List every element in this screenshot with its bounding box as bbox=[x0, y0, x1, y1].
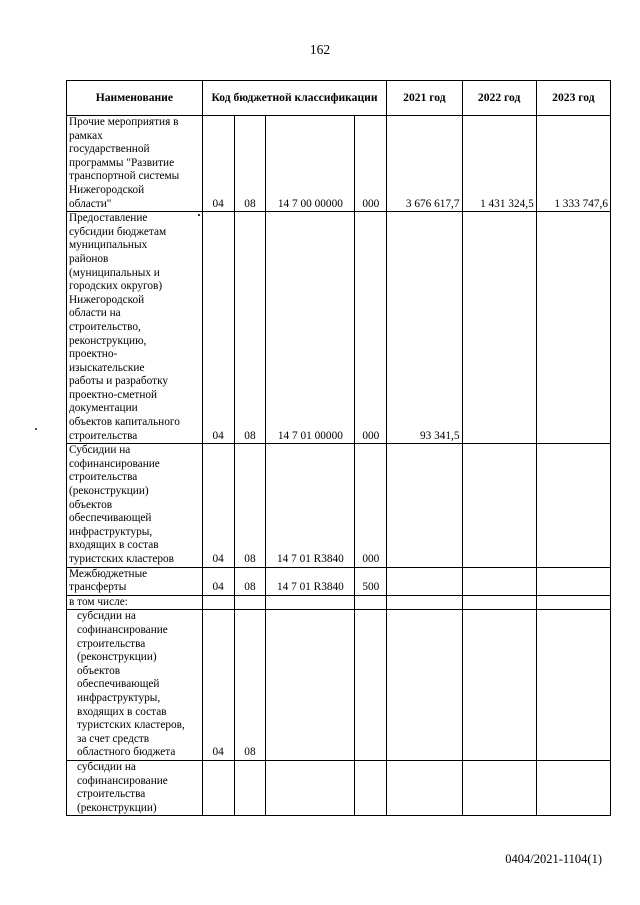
code-subsection: 08 bbox=[234, 444, 266, 567]
value-2021 bbox=[387, 610, 462, 761]
value-2022 bbox=[462, 212, 536, 444]
code-target bbox=[266, 760, 355, 815]
row-name: Предоставление субсидии бюджетам муниципальных районов (муниципальных и городских округов) Нижегородской области на строительство, реконструкцию, проектно- изыскательские работы и разработку проектно-сметной документации объектов капитального строительства bbox=[67, 212, 203, 444]
code-expense-type bbox=[355, 760, 387, 815]
value-2022 bbox=[462, 567, 536, 595]
table-row bbox=[67, 595, 611, 610]
value-2021 bbox=[387, 444, 462, 567]
value-2021: 3 676 617,7 bbox=[387, 116, 462, 212]
value-2021 bbox=[387, 567, 462, 595]
row-name: субсидии на софинансирование строительства (реконструкции) bbox=[67, 760, 203, 815]
code-subsection: 08 bbox=[234, 116, 266, 212]
page-number: 162 bbox=[309, 42, 331, 57]
row-name: Межбюджетные трансферты bbox=[67, 567, 203, 595]
code-target: 14 7 01 00000 bbox=[266, 212, 355, 444]
value-2023 bbox=[536, 760, 610, 815]
table-row bbox=[67, 212, 611, 444]
value-2023 bbox=[536, 212, 610, 444]
document-code: 0404/2021-1104(1) bbox=[505, 852, 602, 866]
table-row bbox=[67, 444, 611, 567]
code-subsection: 08 bbox=[234, 212, 266, 444]
code-section: 04 bbox=[202, 444, 234, 567]
header-2021: 2021 год bbox=[387, 81, 462, 116]
code-target: 14 7 01 R3840 bbox=[266, 567, 355, 595]
scan-artifact bbox=[35, 428, 37, 430]
value-2022 bbox=[462, 610, 536, 761]
code-section bbox=[202, 760, 234, 815]
code-expense-type bbox=[355, 595, 387, 610]
table-row bbox=[67, 610, 611, 761]
value-2023 bbox=[536, 610, 610, 761]
code-expense-type bbox=[355, 610, 387, 761]
code-expense-type: 500 bbox=[355, 567, 387, 595]
value-2023 bbox=[536, 444, 610, 567]
code-expense-type: 000 bbox=[355, 212, 387, 444]
budget-table bbox=[66, 80, 611, 816]
code-subsection bbox=[234, 760, 266, 815]
code-subsection: 08 bbox=[234, 567, 266, 595]
value-2022 bbox=[462, 444, 536, 567]
table-row bbox=[67, 116, 611, 212]
code-section: 04 bbox=[202, 116, 234, 212]
value-2021: 93 341,5 bbox=[387, 212, 462, 444]
value-2023 bbox=[536, 595, 610, 610]
header-code: Код бюджетной классификации bbox=[202, 81, 387, 116]
scan-artifact bbox=[198, 214, 200, 216]
table-row bbox=[67, 760, 611, 815]
row-name: субсидии на софинансирование строительства (реконструкции) объектов обеспечивающей инфраструктуры, входящих в состав туристских кластеров, за счет средств областного бюджета bbox=[67, 610, 203, 761]
code-target bbox=[266, 595, 355, 610]
code-subsection bbox=[234, 595, 266, 610]
header-2022: 2022 год bbox=[462, 81, 536, 116]
row-name: в том числе: bbox=[67, 595, 203, 610]
code-section: 04 bbox=[202, 212, 234, 444]
header-row bbox=[67, 81, 611, 116]
row-name: Прочие мероприятия в рамках государственной программы "Развитие транспортной системы Нижегородской области" bbox=[67, 116, 203, 212]
code-target: 14 7 01 R3840 bbox=[266, 444, 355, 567]
value-2023: 1 333 747,6 bbox=[536, 116, 610, 212]
code-target: 14 7 00 00000 bbox=[266, 116, 355, 212]
code-section: 04 bbox=[202, 567, 234, 595]
code-expense-type: 000 bbox=[355, 116, 387, 212]
value-2021 bbox=[387, 595, 462, 610]
value-2023 bbox=[536, 567, 610, 595]
code-subsection: 08 bbox=[234, 610, 266, 761]
row-name: Субсидии на софинансирование строительства (реконструкции) объектов обеспечивающей инфраструктуры, входящих в состав туристских кластеров bbox=[67, 444, 203, 567]
code-section bbox=[202, 595, 234, 610]
value-2022 bbox=[462, 595, 536, 610]
value-2022: 1 431 324,5 bbox=[462, 116, 536, 212]
header-name: Наименование bbox=[67, 81, 203, 116]
code-section: 04 bbox=[202, 610, 234, 761]
table-row bbox=[67, 567, 611, 595]
code-target bbox=[266, 610, 355, 761]
header-2023: 2023 год bbox=[536, 81, 610, 116]
value-2022 bbox=[462, 760, 536, 815]
value-2021 bbox=[387, 760, 462, 815]
code-expense-type: 000 bbox=[355, 444, 387, 567]
